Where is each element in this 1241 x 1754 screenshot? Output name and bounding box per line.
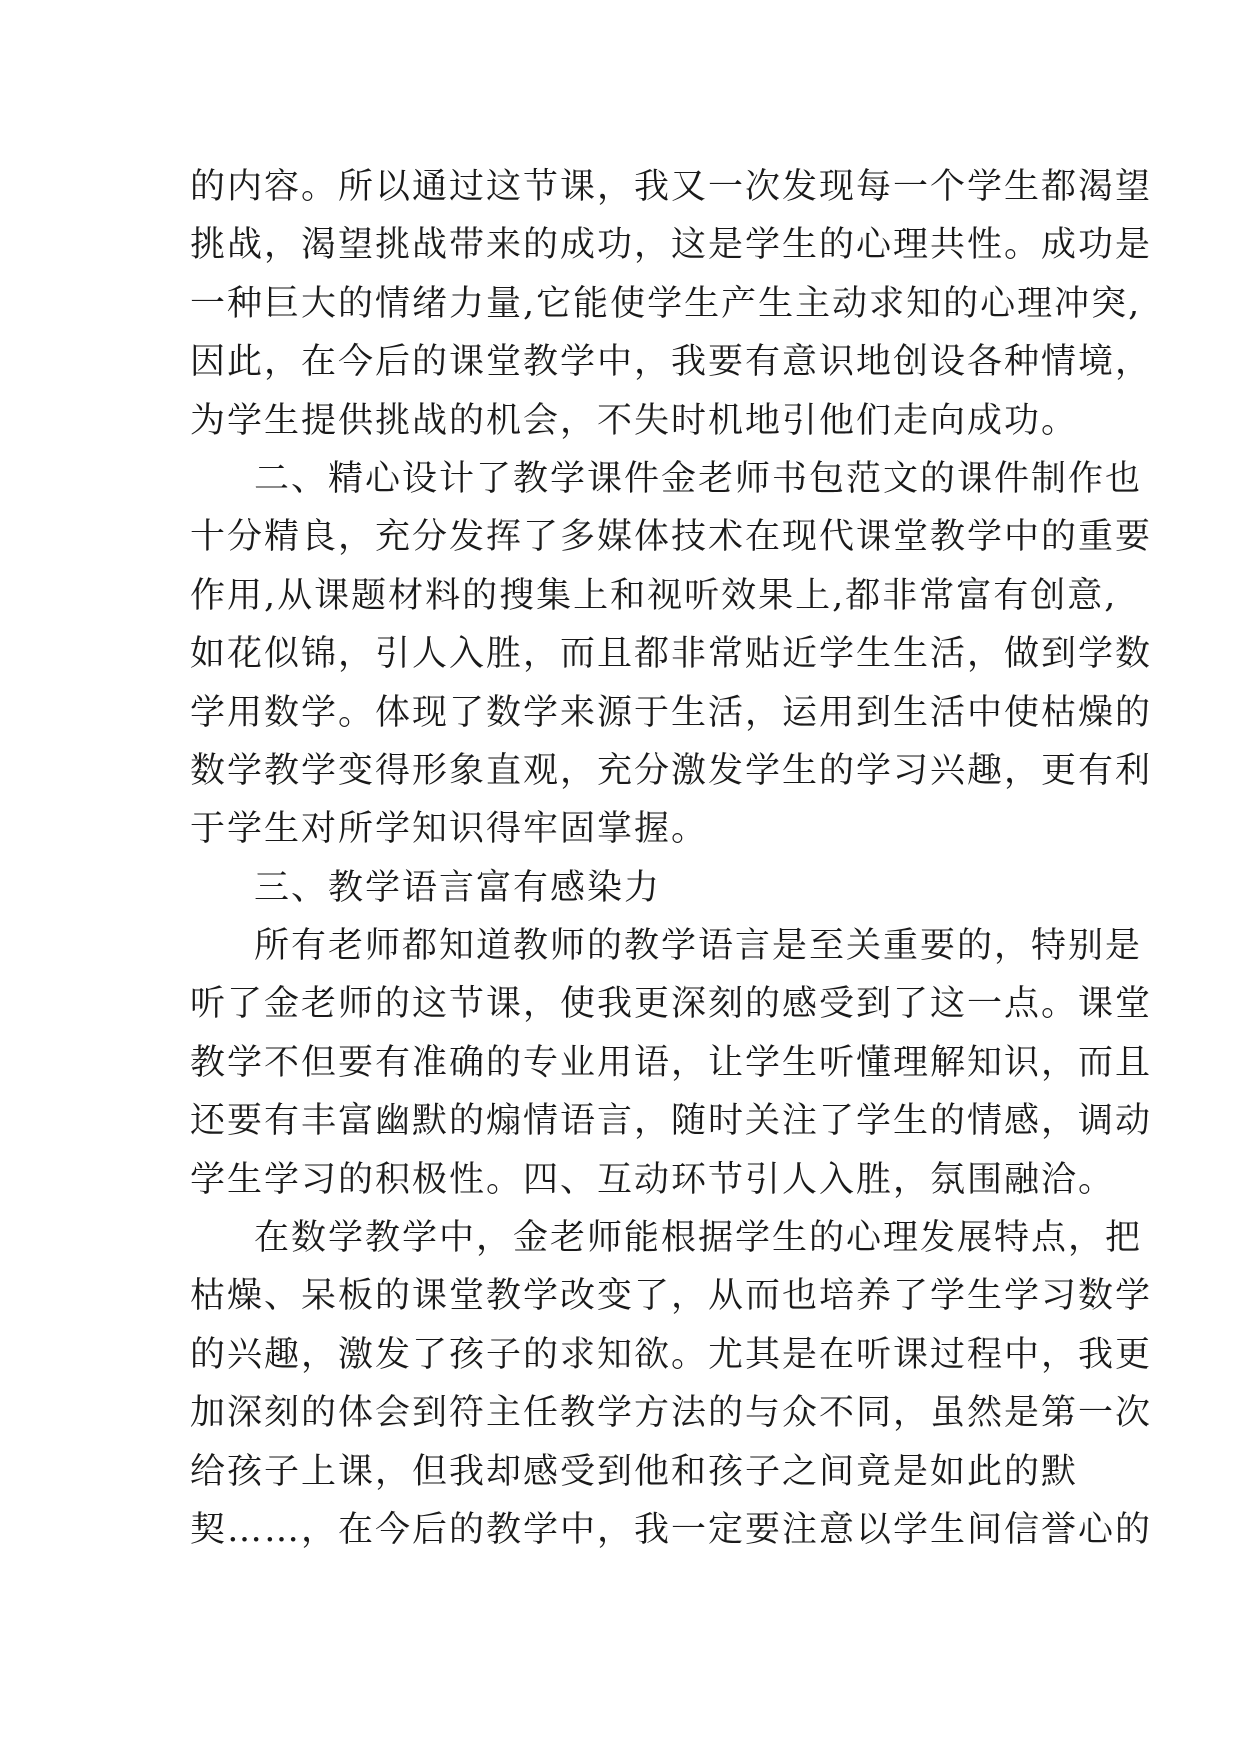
text-line: 给孩子上课，但我却感受到他和孩子之间竟是如此的默	[190, 1451, 1079, 1492]
text-line: 作用,从课题材料的搜集上和视听效果上,都非常富有创意,	[190, 575, 1118, 616]
paragraph-start-line: 所有老师都知道教师的教学语言是至关重要的，特别是	[254, 926, 1143, 967]
text-line: 枯燥、呆板的课堂教学改变了，从而也培养了学生学习数学	[190, 1276, 1153, 1317]
text-line: 为学生提供挑战的机会，不失时机地引他们走向成功。	[190, 400, 1079, 441]
paragraph-start-line: 在数学教学中，金老师能根据学生的心理发展特点，把	[254, 1218, 1143, 1259]
text-line: 听了金老师的这节课，使我更深刻的感受到了这一点。课堂	[190, 984, 1153, 1025]
text-line: 契……，在今后的教学中，我一定要注意以学生间信誉心的	[190, 1509, 1153, 1550]
text-line: 挑战，渴望挑战带来的成功，这是学生的心理共性。成功是	[190, 225, 1153, 266]
text-line: 因此，在今后的课堂教学中，我要有意识地创设各种情境，	[190, 342, 1153, 383]
section-heading-line: 二、精心设计了教学课件金老师书包范文的课件制作也	[254, 458, 1143, 499]
section-heading: 三、教学语言富有感染力	[254, 867, 662, 908]
text-line: 一种巨大的情绪力量,它能使学生产生主动求知的心理冲突,	[190, 283, 1142, 324]
text-line: 学生学习的积极性。四、互动环节引人入胜，氛围融洽。	[190, 1159, 1116, 1200]
text-line: 的内容。所以通过这节课，我又一次发现每一个学生都渴望	[190, 167, 1153, 207]
document-body	[190, 158, 1153, 1559]
text-line: 学用数学。体现了数学来源于生活，运用到生活中使枯燥的	[190, 692, 1153, 733]
text-line: 数学教学变得形象直观，充分激发学生的学习兴趣，更有利	[190, 750, 1153, 791]
text-line: 教学不但要有准确的专业用语，让学生听懂理解知识，而且	[190, 1042, 1153, 1083]
text-line: 于学生对所学知识得牢固掌握。	[190, 809, 709, 850]
text-line: 还要有丰富幽默的煽情语言，随时关注了学生的情感，调动	[190, 1101, 1153, 1142]
text-line: 如花似锦，引人入胜，而且都非常贴近学生生活，做到学数	[190, 634, 1153, 675]
text-line: 十分精良，充分发挥了多媒体技术在现代课堂教学中的重要	[190, 517, 1153, 558]
text-line: 的兴趣，激发了孩子的求知欲。尤其是在听课过程中，我更	[190, 1334, 1153, 1375]
text-line: 加深刻的体会到符主任教学方法的与众不同，虽然是第一次	[190, 1393, 1153, 1434]
